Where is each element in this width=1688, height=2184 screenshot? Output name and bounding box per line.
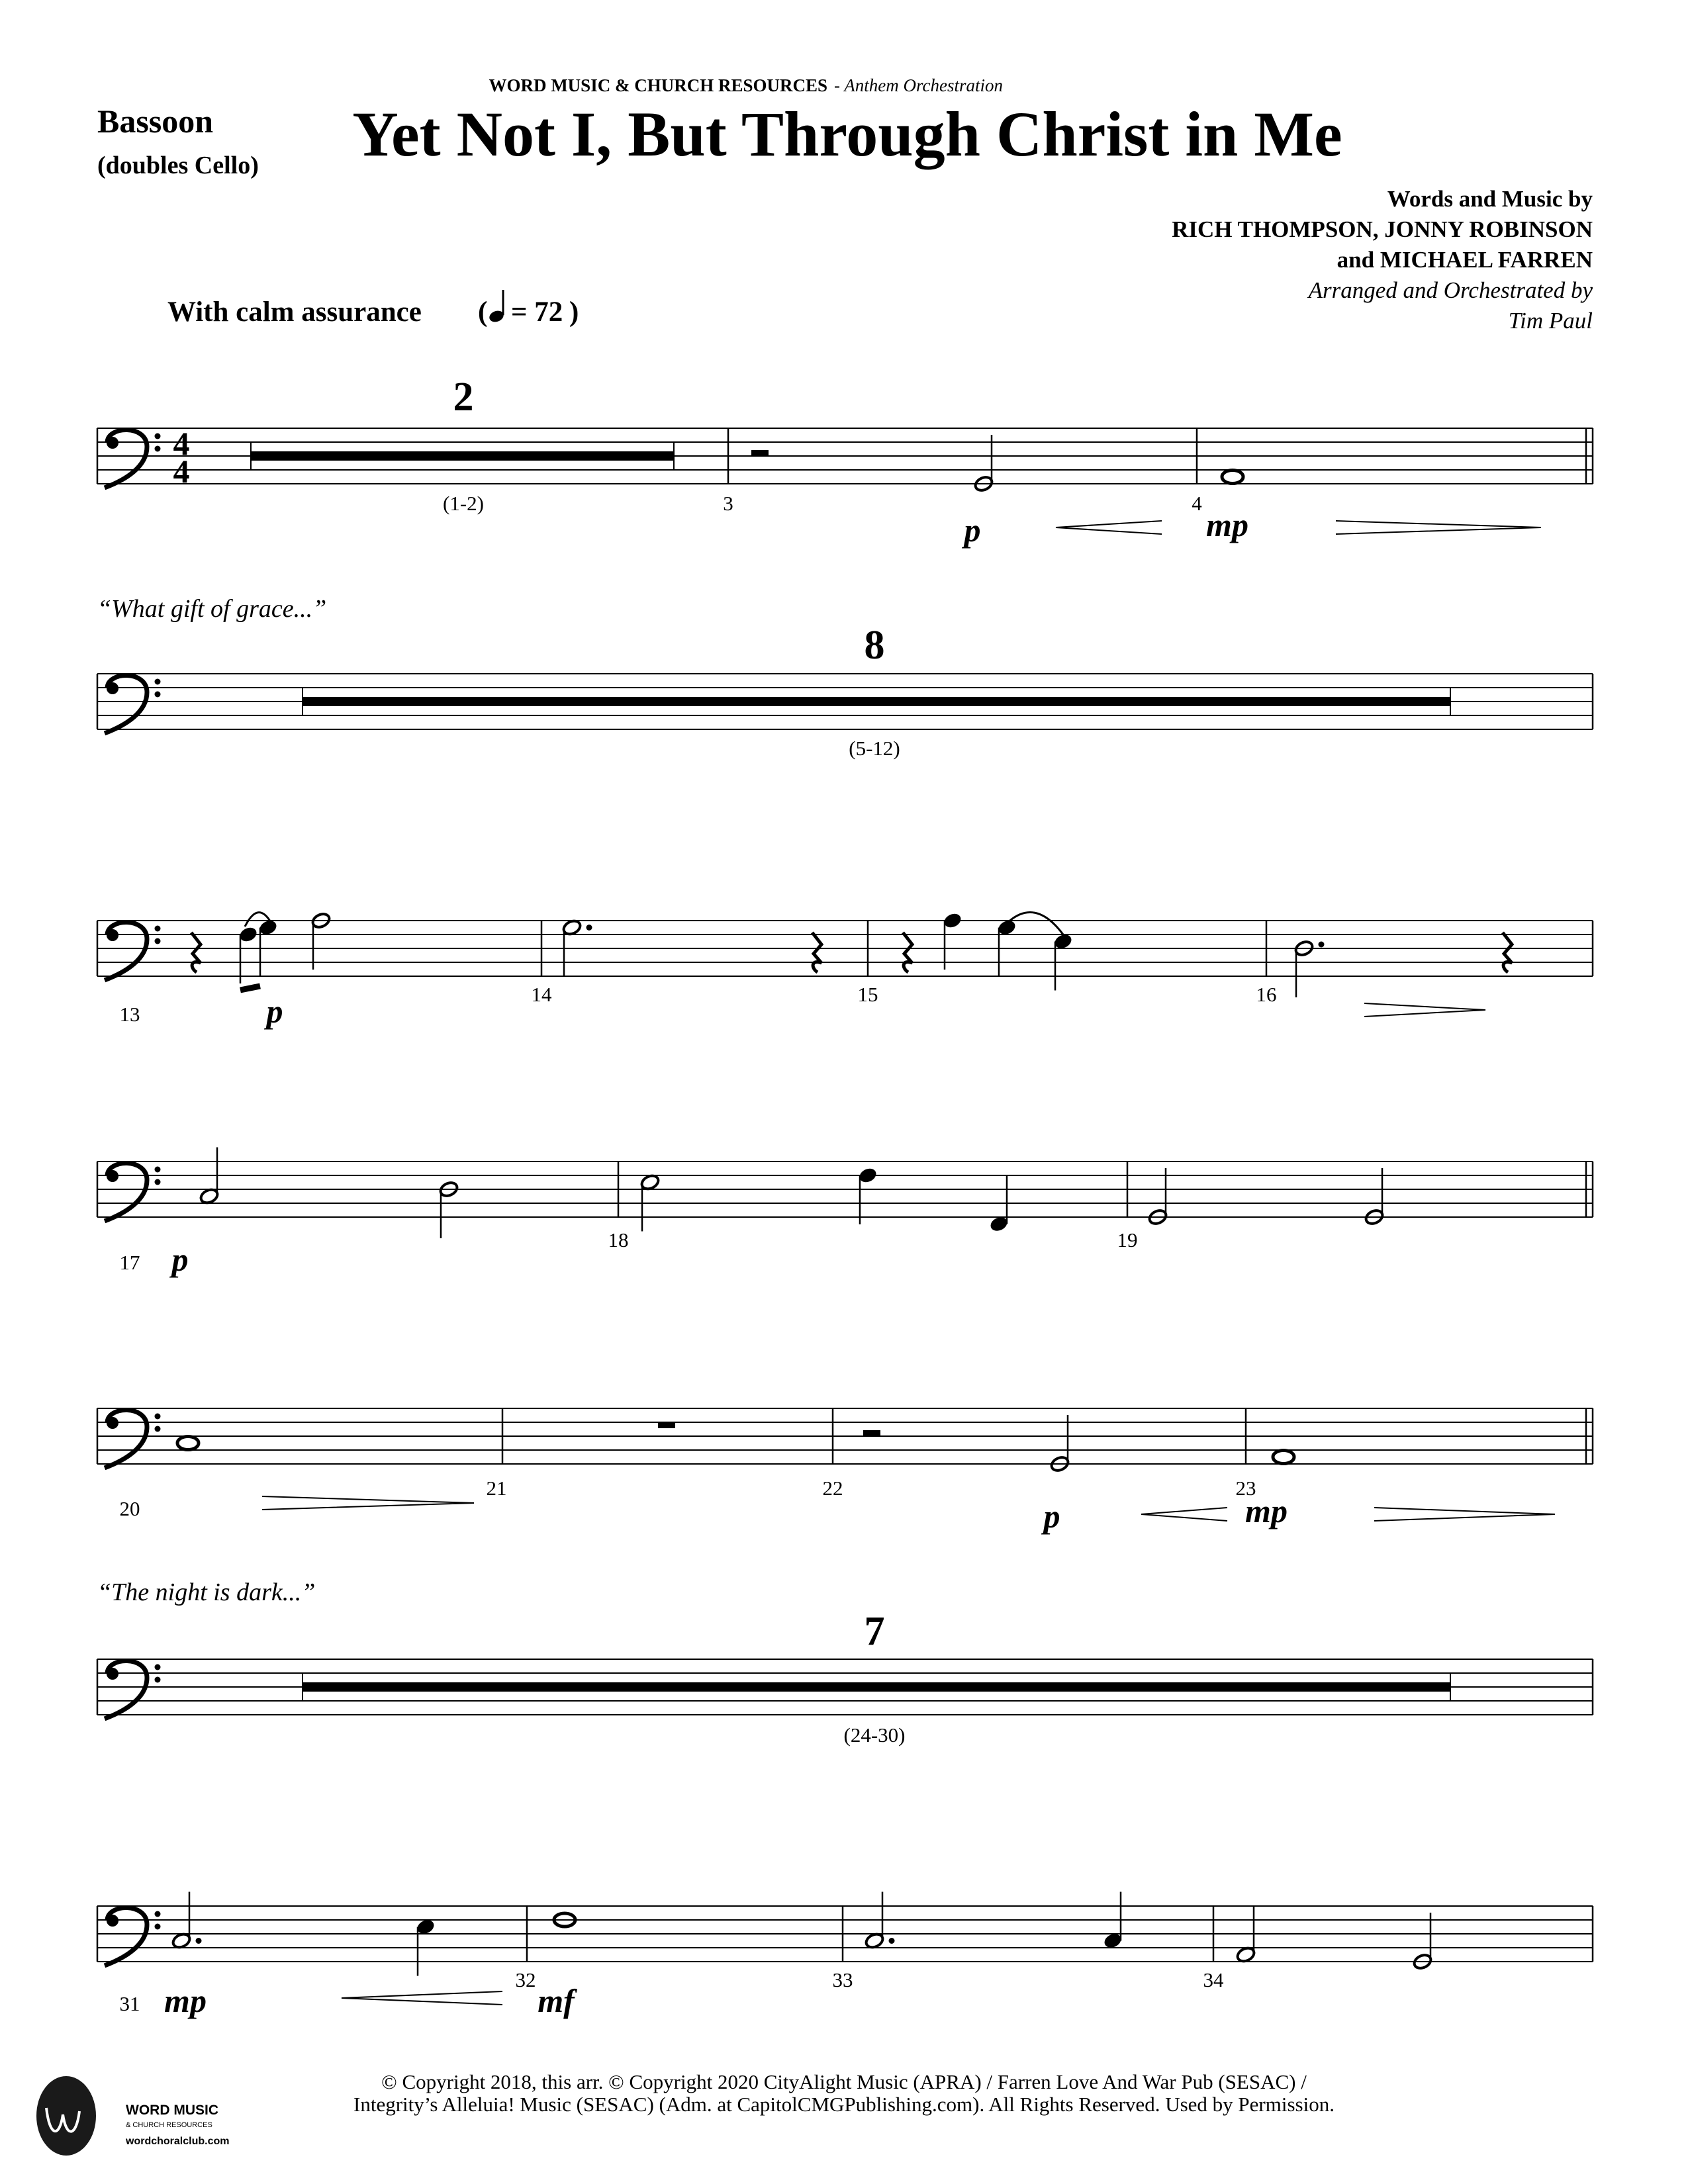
- clef-dot: [155, 1179, 161, 1185]
- system-4-labels: [120, 1228, 1138, 1278]
- clef-dot: [155, 1414, 161, 1420]
- staff-system-6: [97, 1659, 1593, 1719]
- multirest-count: 7: [864, 1609, 885, 1654]
- quarter-note: [1102, 1892, 1123, 1950]
- system-6-labels: [97, 1578, 905, 1747]
- quarter-note: [238, 925, 259, 983]
- bass-clef-icon: [105, 1410, 161, 1468]
- dynamic-marking: p: [964, 512, 981, 549]
- credits-line: Words and Music by: [1387, 186, 1593, 212]
- system-7-labels: [120, 1968, 1225, 2019]
- multirest-bar: [303, 1682, 1450, 1692]
- logo-name: WORD MUSIC: [126, 2103, 218, 2118]
- notehead: [1273, 1451, 1294, 1464]
- staff-system-1: [97, 425, 1593, 534]
- half-note: [561, 919, 592, 977]
- system-2-labels: [97, 595, 900, 760]
- dot: [889, 1938, 895, 1944]
- quarter-note: [942, 911, 963, 970]
- measure-number: 31: [119, 1992, 140, 2015]
- logo-sub: & CHURCH RESOURCES: [126, 2121, 212, 2129]
- copyright-line: © Copyright 2018, this arr. © Copyright 2020 CityAlight Music (APRA) / Farren Love And War Pub (SESAC) /: [381, 2070, 1307, 2093]
- staff-system-4: [97, 1148, 1593, 1239]
- decrescendo-hairpin: [262, 1496, 474, 1510]
- quarter-note: [988, 1175, 1009, 1234]
- bass-clef-icon: [105, 1661, 161, 1719]
- bass-clef-icon: [105, 675, 161, 733]
- clef-dot: [155, 1426, 161, 1432]
- decrescendo-hairpin: [1364, 1003, 1485, 1017]
- clef-dot: [155, 1664, 161, 1670]
- tempo-text: With calm assurance: [167, 296, 422, 328]
- dot: [586, 925, 592, 931]
- header: [97, 75, 1593, 334]
- notehead: [177, 1437, 199, 1450]
- dynamic-marking: mp: [1206, 506, 1248, 543]
- bass-clef-icon: [105, 922, 161, 980]
- measure-number: 13: [119, 1003, 140, 1026]
- clef-dot: [155, 446, 161, 452]
- quarter-rest: [1503, 933, 1512, 972]
- multirest-range: (1-2): [443, 492, 484, 515]
- quarter-rest: [903, 933, 912, 972]
- measure-number: 21: [486, 1477, 507, 1500]
- half-rest: [751, 450, 769, 456]
- crescendo-hairpin: [1141, 1508, 1227, 1521]
- measure-number: 32: [515, 1968, 536, 1991]
- quarter-note: [415, 1917, 436, 1976]
- measure-number: 3: [723, 492, 733, 515]
- time-signature-top: 4: [173, 425, 190, 462]
- quarter-note: [857, 1166, 878, 1224]
- measure-number: 16: [1256, 983, 1277, 1006]
- bass-clef-icon: [105, 1163, 161, 1221]
- bass-clef-icon: [105, 1907, 161, 1966]
- system-5-labels: [120, 1477, 1288, 1535]
- publisher: WORD MUSIC & CHURCH RESOURCES: [489, 75, 827, 95]
- dynamic-marking: p: [266, 993, 283, 1030]
- whole-note: [177, 1437, 199, 1450]
- whole-rest: [658, 1422, 675, 1428]
- footer: [36, 2070, 1335, 2156]
- staves: [97, 425, 1593, 2005]
- multirest-count: 8: [864, 623, 885, 668]
- series: - Anthem Orchestration: [834, 75, 1003, 95]
- beam: [240, 986, 260, 990]
- measure-number: 20: [119, 1497, 140, 1520]
- clef-dot: [155, 692, 161, 698]
- dynamic-marking: mp: [1245, 1492, 1288, 1529]
- copyright-line: Integrity’s Alleluia! Music (SESAC) (Adm. at CapitolCMGPublishing.com). All Rights Reserved. Used by Permission.: [353, 2093, 1335, 2116]
- measure-number: 33: [832, 1968, 853, 1991]
- measure-number: 22: [822, 1477, 843, 1500]
- credits-line: and MICHAEL FARREN: [1336, 247, 1593, 273]
- multirest-count: 2: [453, 375, 474, 420]
- clef-dot: [155, 938, 161, 944]
- half-note: [864, 1892, 894, 1950]
- bass-clef-icon: [105, 430, 161, 488]
- half-rest: [863, 1430, 880, 1436]
- slur: [1007, 913, 1063, 934]
- decrescendo-hairpin: [1336, 521, 1541, 534]
- dot: [1319, 942, 1325, 948]
- measure-number: 17: [119, 1251, 140, 1274]
- multirest-bar: [251, 451, 674, 461]
- measure-number: 19: [1117, 1228, 1138, 1251]
- clef-dot: [155, 1677, 161, 1683]
- half-note: [1235, 1906, 1256, 1964]
- clef-dot: [155, 433, 161, 439]
- crescendo-hairpin: [342, 1991, 502, 2005]
- instrument-note: (doubles Cello): [97, 152, 259, 179]
- crescendo-hairpin: [1056, 521, 1162, 534]
- measure-number: 15: [857, 983, 878, 1006]
- dynamic-marking: p: [1043, 1498, 1060, 1535]
- tempo-paren-close: ): [569, 296, 579, 328]
- notehead: [1222, 471, 1243, 484]
- measure-number: 23: [1235, 1477, 1256, 1500]
- measure-number: 4: [1192, 492, 1202, 515]
- word-music-logo[interactable]: [36, 2076, 229, 2156]
- staff-system-2: [97, 674, 1593, 733]
- multirest-range: (24-30): [843, 1723, 906, 1747]
- logo-url: wordchoralclub.com: [126, 2136, 230, 2147]
- measure-number: 18: [608, 1228, 629, 1251]
- clef-dot: [155, 926, 161, 932]
- tempo-paren-open: (: [478, 296, 488, 328]
- half-note: [171, 1892, 201, 1950]
- instrument-name: Bassoon: [97, 103, 214, 140]
- cue-text: “The night is dark...”: [97, 1578, 316, 1606]
- quarter-note: [996, 918, 1017, 976]
- arranger-label: Arranged and Orchestrated by: [1308, 277, 1593, 303]
- cue-text: “What gift of grace...”: [97, 595, 327, 623]
- quarter-note: [1053, 932, 1074, 990]
- decrescendo-hairpin: [1374, 1508, 1555, 1521]
- clef-dot: [155, 1911, 161, 1917]
- arranger-name: Tim Paul: [1508, 308, 1593, 334]
- half-note: [639, 1173, 660, 1232]
- measure-number: 14: [531, 983, 552, 1006]
- staff-system-3: [97, 911, 1593, 1017]
- system-3-labels: [120, 983, 1277, 1030]
- half-note: [199, 1148, 219, 1206]
- dynamic-marking: mp: [164, 1982, 207, 2019]
- multirest-range: (5-12): [849, 737, 900, 760]
- quarter-note-icon: [488, 290, 505, 324]
- tempo-value: = 72: [511, 296, 563, 328]
- page-title: Yet Not I, But Through Christ in Me: [352, 99, 1342, 169]
- credits-line: RICH THOMPSON, JONNY ROBINSON: [1172, 216, 1593, 242]
- clef-dot: [155, 1924, 161, 1930]
- quarter-rest: [191, 933, 201, 972]
- time-signature-bottom: 4: [173, 453, 190, 490]
- clef-dot: [155, 1167, 161, 1173]
- whole-note: [1273, 1451, 1294, 1464]
- staff-system-5: [97, 1408, 1593, 1521]
- quarter-rest: [812, 933, 821, 972]
- multirest-bar: [303, 697, 1450, 706]
- quarter-note: [258, 918, 279, 976]
- dynamic-marking: p: [171, 1241, 189, 1278]
- measure-number: 34: [1203, 1968, 1224, 1991]
- dynamic-marking: mf: [538, 1982, 575, 2019]
- clef-dot: [155, 679, 161, 685]
- whole-note: [1222, 471, 1243, 484]
- dot: [196, 1938, 202, 1944]
